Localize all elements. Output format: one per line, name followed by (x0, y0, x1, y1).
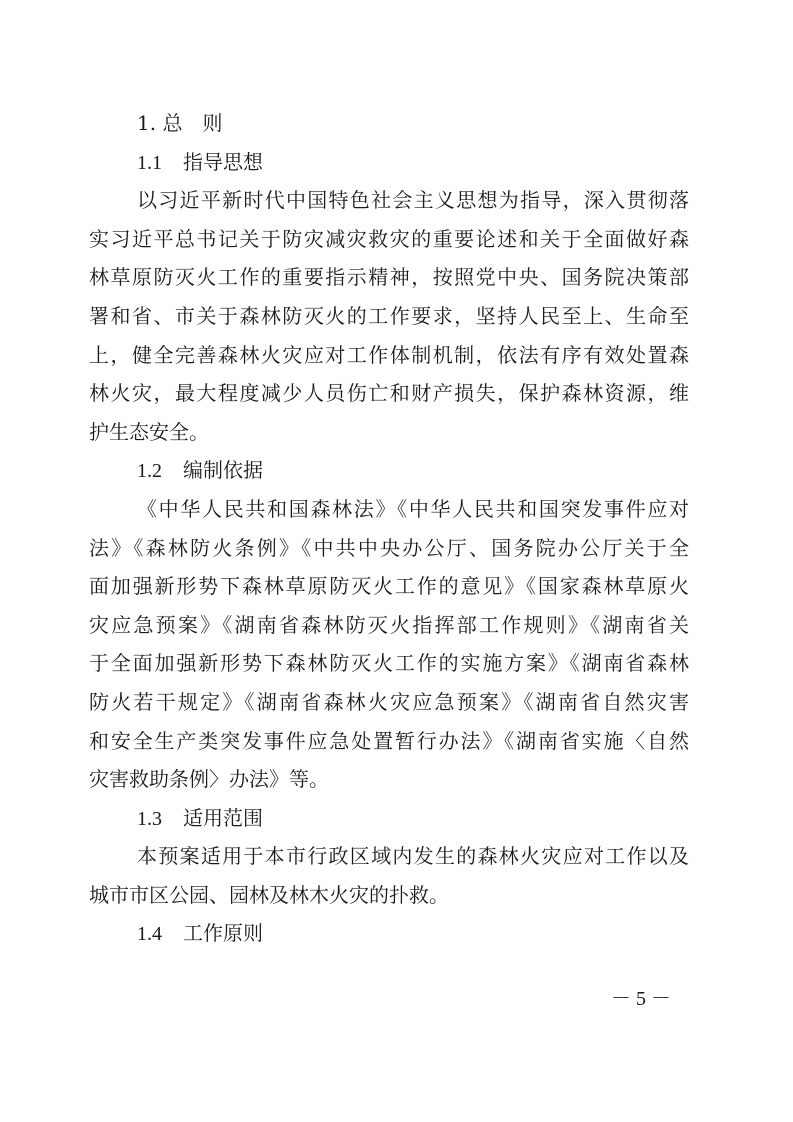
subsection-heading-1-4 (89, 914, 689, 953)
subsection-title: 指导思想 (183, 149, 263, 174)
paragraph-line: 城市市区公园、园林及林木火灾的扑救。 (89, 882, 449, 907)
paragraph-line: 灾应急预案》《湖南省森林防灭火指挥部工作规则》《湖南省关 (89, 612, 689, 637)
paragraph-line: 《中华人民共和国森林法》《中华人民共和国突发事件应对 (137, 496, 689, 521)
subsection-title: 编制依据 (183, 458, 263, 483)
subsection-heading-1-2 (89, 451, 689, 490)
paragraph-line: 灾害救助条例〉办法》等。 (89, 767, 329, 792)
paragraph-line: 林草原防灭火工作的重要指示精神，按照党中央、国务院决策部 (89, 265, 689, 290)
paragraph-line: 护生态安全。 (89, 419, 209, 444)
paragraph-line: 以习近平新时代中国特色社会主义思想为指导，深入贯彻落 (137, 188, 689, 213)
subsection-title: 工作原则 (183, 921, 263, 946)
paragraph-line: 署和省、市关于森林防灭火的工作要求，坚持人民至上、生命至 (89, 303, 689, 328)
paragraph-line: 本预案适用于本市行政区域内发生的森林火灾应对工作以及 (137, 844, 689, 869)
paragraph-line: 面加强新形势下森林草原防灭火工作的意见》《国家森林草原火 (89, 574, 689, 599)
subsection-heading-1-1 (89, 143, 689, 182)
document-body (89, 104, 689, 953)
paragraph-line: 防火若干规定》《湖南省森林火灾应急预案》《湖南省自然灾害 (89, 689, 689, 714)
subsection-heading-1-3 (89, 799, 689, 838)
page-number: － 5 － (611, 988, 671, 1010)
paragraph-line: 于全面加强新形势下森林防灭火工作的实施方案》《湖南省森林 (89, 651, 689, 676)
subsection-number: 1.1 (137, 151, 162, 174)
paragraph-line: 法》《森林防火条例》《中共中央办公厅、国务院办公厅关于全 (89, 535, 689, 560)
subsection-number: 1.3 (137, 807, 162, 830)
paragraph-line: 实习近平总书记关于防灾减灾救灾的重要论述和关于全面做好森 (89, 226, 689, 251)
section-heading: 1. 总 则 (137, 111, 223, 135)
paragraph-line: 林火灾，最大程度减少人员伤亡和财产损失，保护森林资源，维 (89, 381, 689, 406)
subsection-title: 适用范围 (183, 805, 263, 830)
subsection-number: 1.4 (137, 923, 162, 946)
paragraph-line: 和安全生产类突发事件应急处置暂行办法》《湖南省实施〈自然 (89, 728, 689, 753)
paragraph-line: 上，健全完善森林火灾应对工作体制机制，依法有序有效处置森 (89, 342, 689, 367)
subsection-number: 1.2 (137, 460, 162, 483)
